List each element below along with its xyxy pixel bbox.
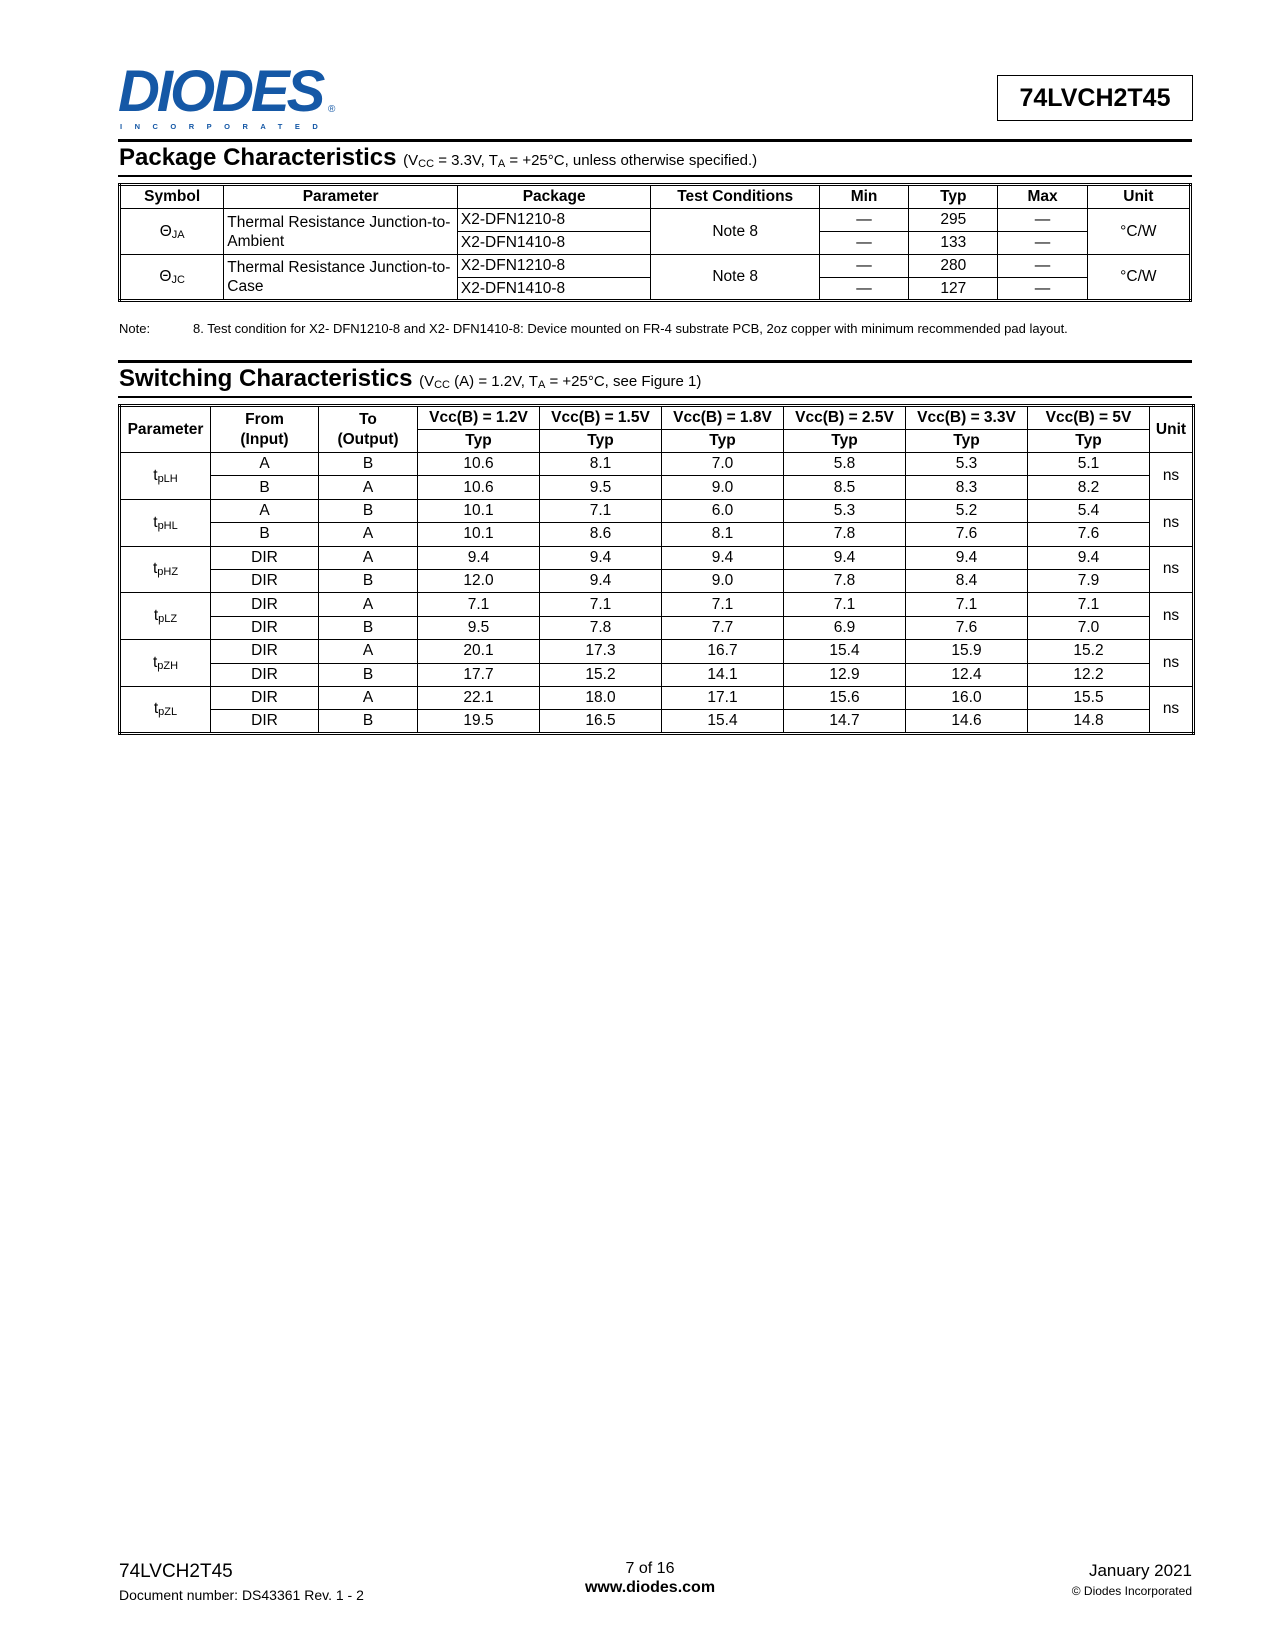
sw-parameter: $t_{pLZ}$ [120, 593, 211, 640]
pkg-col-header: Min [819, 185, 908, 209]
sw-from: DIR [211, 546, 319, 569]
sw-value: 14.7 [784, 710, 906, 733]
sw-from: B [211, 523, 319, 546]
pkg-max: — [998, 255, 1087, 278]
pkg-col-header: Typ [909, 185, 998, 209]
pkg-col-header: Unit [1087, 185, 1190, 209]
pkg-min: — [819, 232, 908, 255]
sw-header-typ: Typ [540, 430, 662, 453]
sw-row [120, 663, 1194, 686]
switching-characteristics-title: Switching Characteristics ($V_{CC}$ (A) = 1.2V, $T_A = +25^\circ C$, see Figure 1) [119, 365, 702, 392]
sw-parameter: $t_{pHL}$ [120, 499, 211, 546]
sw-value: 7.1 [418, 593, 540, 616]
package-characteristics-title: Package Characteristics ($V_{CC} = 3.3V$, $T_A = +25^\circ C$, unless otherwise specified.) [119, 144, 758, 171]
pkg-col-header: Symbol [120, 185, 224, 209]
pkg-col-header: Package [457, 185, 651, 209]
part-number-box: 74LVCH2T45 [997, 75, 1193, 121]
sw-value: 15.2 [1028, 640, 1150, 663]
sw-parameter: $t_{pLH}$ [120, 453, 211, 500]
sw-from: A [211, 499, 319, 522]
sw-from: DIR [211, 686, 319, 709]
sw-value: 17.3 [540, 640, 662, 663]
sw-to: A [319, 686, 418, 709]
pkg-col-header: Test Conditions [651, 185, 819, 209]
package-note [119, 321, 1068, 336]
pkg-row [120, 209, 1191, 232]
sw-header-row [120, 406, 1194, 430]
sw-from: DIR [211, 593, 319, 616]
footer-doc-number: Document number: DS43361 Rev. 1 - 2 [119, 1587, 364, 1603]
sw-value: 8.1 [540, 453, 662, 476]
sw-value: 17.1 [662, 686, 784, 709]
sw-value: 8.2 [1028, 476, 1150, 499]
sw-value: 7.6 [906, 616, 1028, 639]
pkg-test-condition: Note 8 [651, 209, 819, 255]
sw-row [120, 640, 1194, 663]
sw-parameter: $t_{pHZ}$ [120, 546, 211, 593]
sw-value: 14.6 [906, 710, 1028, 733]
pkg-unit: °C/W [1087, 255, 1190, 301]
sw-value: 5.3 [784, 499, 906, 522]
sw-value: 19.5 [418, 710, 540, 733]
sw-header-vcc: Vcc(B) = 1.2V [418, 406, 540, 430]
sw-to: A [319, 593, 418, 616]
sw-to: A [319, 523, 418, 546]
sw-value: 8.4 [906, 569, 1028, 592]
footer-date: January 2021 [1088, 1561, 1192, 1580]
pkg-unit: °C/W [1087, 209, 1190, 255]
sw-value: 9.4 [418, 546, 540, 569]
sw-value: 7.0 [662, 453, 784, 476]
sw-to: B [319, 569, 418, 592]
sw-value: 15.4 [784, 640, 906, 663]
sw-row [120, 616, 1194, 639]
header-rule [118, 139, 1192, 142]
sw-value: 17.7 [418, 663, 540, 686]
sw-value: 10.6 [418, 453, 540, 476]
sw-header-vcc: Vcc(B) = 1.8V [662, 406, 784, 430]
pkg-typ: 295 [909, 209, 998, 232]
package-title-rule [118, 175, 1192, 177]
sw-from: B [211, 476, 319, 499]
pkg-max: — [998, 209, 1087, 232]
sw-value: 9.4 [540, 546, 662, 569]
sw-value: 14.1 [662, 663, 784, 686]
pkg-test-condition: Note 8 [651, 255, 819, 301]
sw-header-unit: Unit [1150, 406, 1194, 453]
sw-value: 9.4 [1028, 546, 1150, 569]
sw-to: B [319, 663, 418, 686]
note-label: Note: [119, 321, 151, 336]
sw-value: 6.0 [662, 499, 784, 522]
sw-header-from: From (Input) [211, 406, 319, 453]
sw-value: 10.6 [418, 476, 540, 499]
sw-value: 7.0 [1028, 616, 1150, 639]
sw-header-vcc: Vcc(B) = 1.5V [540, 406, 662, 430]
sw-row [120, 523, 1194, 546]
sw-value: 9.0 [662, 476, 784, 499]
sw-value: 5.8 [784, 453, 906, 476]
sw-value: 7.8 [784, 523, 906, 546]
sw-value: 9.4 [662, 546, 784, 569]
registered-mark: ® [328, 104, 336, 115]
sw-value: 5.2 [906, 499, 1028, 522]
sw-value: 7.7 [662, 616, 784, 639]
sw-value: 7.1 [540, 499, 662, 522]
diodes-logo [118, 59, 343, 131]
sw-from: DIR [211, 640, 319, 663]
sw-from: DIR [211, 569, 319, 592]
sw-from: DIR [211, 663, 319, 686]
sw-value: 15.9 [906, 640, 1028, 663]
pkg-col-header: Parameter [224, 185, 458, 209]
logo-subtitle: INCORPORATED [120, 122, 331, 131]
sw-to: A [319, 640, 418, 663]
sw-value: 7.6 [1028, 523, 1150, 546]
sw-value: 7.8 [784, 569, 906, 592]
sw-header-typ: Typ [784, 430, 906, 453]
sw-parameter: $t_{pZL}$ [120, 686, 211, 733]
sw-to: A [319, 476, 418, 499]
sw-value: 8.3 [906, 476, 1028, 499]
footer-page: 7 of 16 [625, 1560, 675, 1577]
sw-value: 7.6 [906, 523, 1028, 546]
sw-value: 7.1 [906, 593, 1028, 616]
sw-row [120, 476, 1194, 499]
pkg-package: X2-DFN1410-8 [457, 278, 651, 301]
sw-to: B [319, 710, 418, 733]
pkg-min: — [819, 255, 908, 278]
pkg-package: X2-DFN1210-8 [457, 255, 651, 278]
sw-value: 22.1 [418, 686, 540, 709]
footer-part: 74LVCH2T45 [119, 1561, 233, 1582]
sw-value: 7.1 [784, 593, 906, 616]
sw-value: 14.8 [1028, 710, 1150, 733]
pkg-parameter: Thermal Resistance Junction-to-Case [224, 255, 458, 301]
sw-value: 15.2 [540, 663, 662, 686]
pkg-min: — [819, 278, 908, 301]
sw-value: 9.0 [662, 569, 784, 592]
sw-row [120, 569, 1194, 592]
sw-value: 20.1 [418, 640, 540, 663]
pkg-min: — [819, 209, 908, 232]
sw-value: 9.4 [906, 546, 1028, 569]
pkg-max: — [998, 232, 1087, 255]
sw-row [120, 546, 1194, 569]
pkg-header-row [120, 185, 1191, 209]
sw-value: 7.9 [1028, 569, 1150, 592]
switching-characteristics-table [118, 404, 1195, 735]
sw-value: 8.5 [784, 476, 906, 499]
sw-header-typ: Typ [662, 430, 784, 453]
pkg-row [120, 255, 1191, 278]
sw-value: 5.3 [906, 453, 1028, 476]
sw-value: 5.1 [1028, 453, 1150, 476]
sw-value: 7.8 [540, 616, 662, 639]
pkg-package: X2-DFN1410-8 [457, 232, 651, 255]
sw-value: 16.0 [906, 686, 1028, 709]
pkg-package: X2-DFN1210-8 [457, 209, 651, 232]
sw-header-typ: Typ [1028, 430, 1150, 453]
pkg-typ: 127 [909, 278, 998, 301]
sw-from: A [211, 453, 319, 476]
sw-value: 16.5 [540, 710, 662, 733]
sw-value: 12.2 [1028, 663, 1150, 686]
sw-value: 12.9 [784, 663, 906, 686]
sw-value: 9.5 [418, 616, 540, 639]
sw-value: 10.1 [418, 523, 540, 546]
sw-value: 12.4 [906, 663, 1028, 686]
pkg-symbol: $\Theta_{JA}$ [120, 209, 224, 255]
pkg-max: — [998, 278, 1087, 301]
sw-value: 9.4 [540, 569, 662, 592]
sw-header-parameter: Parameter [120, 406, 211, 453]
sw-row [120, 710, 1194, 733]
sw-from: DIR [211, 616, 319, 639]
sw-value: 8.6 [540, 523, 662, 546]
logo-wordmark: DIODES [118, 59, 323, 124]
sw-from: DIR [211, 710, 319, 733]
sw-header-to: To (Output) [319, 406, 418, 453]
sw-to: B [319, 453, 418, 476]
sw-unit: ns [1150, 686, 1194, 733]
footer-website[interactable]: www.diodes.com [584, 1579, 716, 1596]
sw-to: B [319, 499, 418, 522]
sw-value: 5.4 [1028, 499, 1150, 522]
sw-value: 16.7 [662, 640, 784, 663]
sw-value: 10.1 [418, 499, 540, 522]
sw-unit: ns [1150, 546, 1194, 593]
switching-top-rule [118, 360, 1192, 363]
sw-value: 15.5 [1028, 686, 1150, 709]
sw-to: B [319, 616, 418, 639]
pkg-typ: 133 [909, 232, 998, 255]
sw-value: 7.1 [1028, 593, 1150, 616]
sw-value: 7.1 [662, 593, 784, 616]
sw-value: 15.6 [784, 686, 906, 709]
sw-value: 15.4 [662, 710, 784, 733]
note-text: 8. Test condition for X2- DFN1210-8 and X2- DFN1410-8: Device mounted on FR-4 substrate PCB, 2oz copper with minimum recommended pad layout. [193, 321, 1068, 336]
sw-value: 12.0 [418, 569, 540, 592]
sw-value: 7.1 [540, 593, 662, 616]
sw-value: 18.0 [540, 686, 662, 709]
sw-unit: ns [1150, 593, 1194, 640]
package-characteristics-table [118, 183, 1192, 302]
pkg-parameter: Thermal Resistance Junction-to-Ambient [224, 209, 458, 255]
pkg-col-header: Max [998, 185, 1087, 209]
sw-header-vcc: Vcc(B) = 5V [1028, 406, 1150, 430]
sw-header-vcc: Vcc(B) = 2.5V [784, 406, 906, 430]
sw-header-vcc: Vcc(B) = 3.3V [906, 406, 1028, 430]
sw-row [120, 686, 1194, 709]
sw-row [120, 499, 1194, 522]
sw-value: 8.1 [662, 523, 784, 546]
pkg-symbol: $\Theta_{JC}$ [120, 255, 224, 301]
sw-unit: ns [1150, 453, 1194, 500]
sw-header-typ: Typ [906, 430, 1028, 453]
sw-value: 6.9 [784, 616, 906, 639]
sw-value: 9.5 [540, 476, 662, 499]
sw-header-typ: Typ [418, 430, 540, 453]
pkg-typ: 280 [909, 255, 998, 278]
sw-value: 9.4 [784, 546, 906, 569]
footer-copyright: © Diodes Incorporated [1071, 1584, 1192, 1598]
sw-to: A [319, 546, 418, 569]
switching-title-rule [118, 396, 1192, 398]
sw-unit: ns [1150, 499, 1194, 546]
sw-row [120, 593, 1194, 616]
sw-parameter: $t_{pZH}$ [120, 640, 211, 687]
sw-unit: ns [1150, 640, 1194, 687]
sw-row [120, 453, 1194, 476]
